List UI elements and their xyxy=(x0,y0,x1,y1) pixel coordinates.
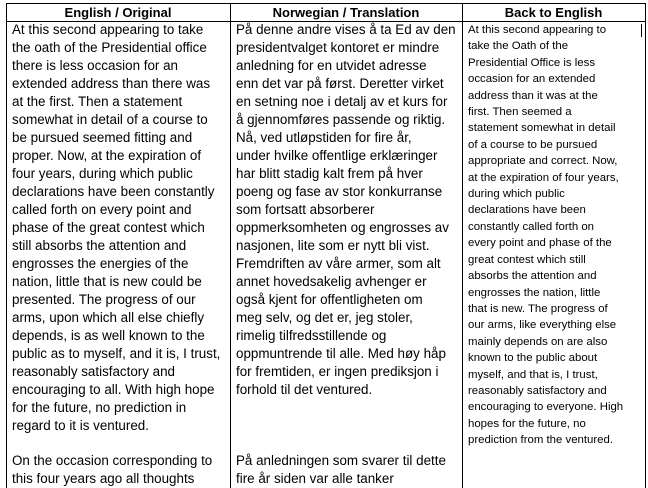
header-back-to-english: Back to English xyxy=(504,5,603,20)
header-translation: Norwegian / Translation xyxy=(272,5,420,20)
cell-translation-paragraph-1[interactable]: På denne andre vises å ta Ed av den presidentvalget kontoret er mindre anledning for en utvidet adresse enn det var på først. Deretter virket en setning noe i detalj av et kurs for å gjennomføres passende og riktig. Nå, ved utløpstiden for fire år, under hvilke offentlige erklæringer har blitt stadig kalt frem på hver poeng og fase av stor konkurranse som fortsatt absorberer oppmerksomheten og engrosses av nasjonen, lite som er nytt bli vist. Fremdriften av våre armer, som alt annet hovedsakelig avhenger er også kjent for offentligheten om meg selv, og det er, jeg stoler, rimelig tilfredsstillende og oppmuntrende til alle. Med høy håp for fremtiden, er ingen prediksjon i forhold til det ventured. xyxy=(236,22,456,397)
cell-back-paragraph-1[interactable]: At this second appearing to take the Oath of the Presidential Office is less occasion for an extended address than it was at the first. Then seemed a statement somewhat in detail of a course to be pursued appropriate and correct. Now, at the expiration of four years, during which public declarations have been constantly called forth on every point and phase of the great contest which still absorbs the attention and engrosses the nation, little that is new. The progress of our arms, like everything else mainly depends on are also known to the public about myself, and that is, I trust, reasonably satisfactory and encouraging to everyone. High hopes for the future, no prediction from the ventured. xyxy=(468,24,624,447)
cell-translation-paragraph-2[interactable]: På anledningen som svarer til dette fire år siden var alle tanker xyxy=(236,453,446,486)
column-divider-2 xyxy=(462,3,463,488)
text-cursor xyxy=(641,24,642,37)
table-right-border xyxy=(645,3,646,488)
table-left-border xyxy=(6,3,7,488)
cell-original-paragraph-1[interactable]: At this second appearing to take the oath of the Presidential office there is less occasion for an extended address than there was at the first. Then a statement somewhat in detail of a course to be pursued seemed fitting and proper. Now, at the expiration of four years, during which public declarations have been constantly called forth on every point and phase of the great contest which still absorbs the attention and engrosses the energies of the nation, little that is new could be presented. The progress of our arms, upon which all else chiefly depends, is as well known to the public as to myself, and it is, I trust, reasonably satisfactory and encouraging to all. With high hope for the future, no prediction in regard to it is ventured. xyxy=(12,22,221,433)
header-original: English / Original xyxy=(64,5,172,20)
cell-original-paragraph-2[interactable]: On the occasion corresponding to this four years ago all thoughts xyxy=(12,453,213,486)
